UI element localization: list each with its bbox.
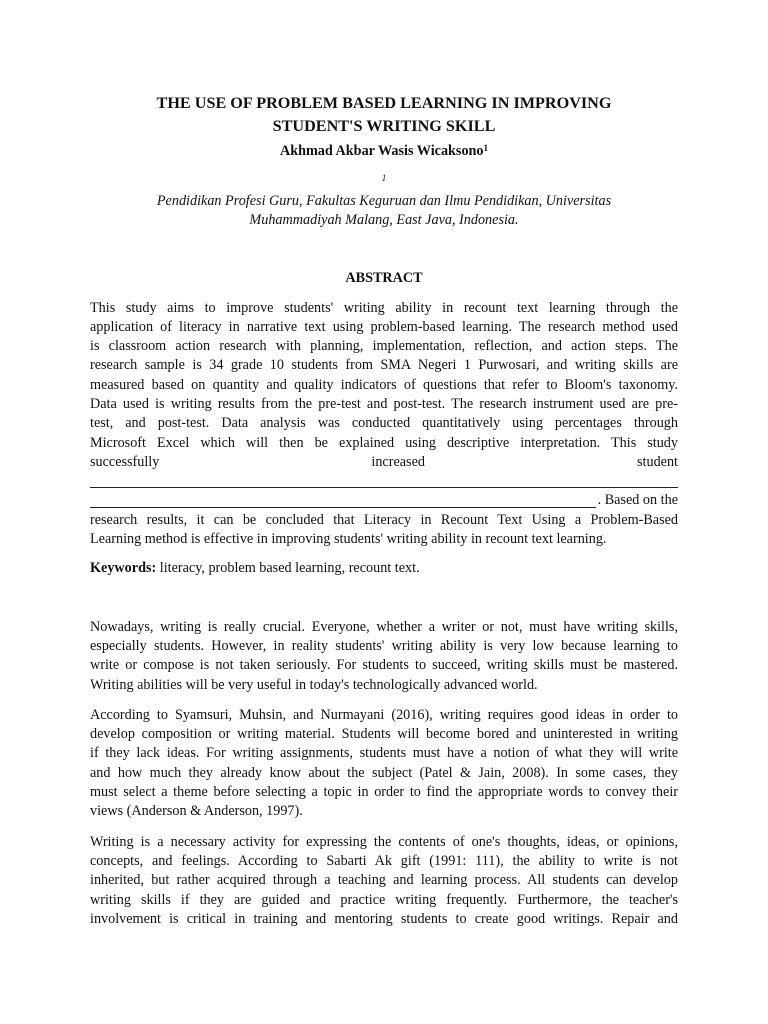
abstract-line: research results, it can be concluded that Literacy in Recount Text Using a Problem-Based bbox=[90, 511, 678, 528]
paragraph-line: involvement is critical in training and mentoring students to create good writings. Repair and bbox=[90, 910, 678, 927]
body-paragraph-3 bbox=[90, 833, 678, 929]
abstract-line: This study aims to improve students' writing ability in recount text learning through the bbox=[90, 299, 678, 316]
paragraph-line: writing skills if they are guided and practice writing frequently. Furthermore, the teacher's bbox=[90, 891, 678, 908]
abstract-line: successfully increased student bbox=[90, 453, 678, 470]
paragraph-line: must select a theme before selecting a topic in order to find the appropriate words to convey their bbox=[90, 784, 678, 801]
title-line-2: STUDENT'S WRITING SKILL bbox=[272, 117, 496, 135]
fill-in-blank-row bbox=[90, 491, 678, 510]
paragraph-line: According to Syamsuri, Muhsin, and Nurmayani (2016), writing requires good ideas in order to bbox=[90, 706, 678, 723]
abstract-line: research sample is 34 grade 10 students from SMA Negeri 1 Purwosari, and writing skills are bbox=[90, 357, 678, 374]
affiliation-text-1: Pendidikan Profesi Guru, Fakultas Keguruan dan Ilmu Pendidikan, Universitas bbox=[156, 192, 612, 209]
paragraph-line: concepts, and feelings. According to Sabarti Ak gift (1991: 111), the ability to write is not bbox=[90, 852, 678, 869]
fill-in-blank-rule bbox=[90, 472, 678, 491]
paragraph-line: and how much they already know about the subject (Patel & Jain, 2008). In some cases, they bbox=[90, 764, 678, 781]
abstract-line: Learning method is effective in improving students' writing ability in recount text learning. bbox=[90, 531, 607, 548]
body-paragraph-1 bbox=[90, 618, 678, 695]
keywords-text: literacy, problem based learning, recount text. bbox=[156, 560, 420, 577]
author-superscript: 1 bbox=[483, 143, 489, 153]
paper-title bbox=[90, 92, 678, 138]
author-name: Akhmad Akbar Wasis Wicaksono bbox=[279, 143, 484, 159]
paragraph-line: inherited, but rather acquired through a teaching and learning process. All students can develop bbox=[90, 872, 678, 889]
abstract-line: is classroom action research with planning, implementation, reflection, and action steps. The bbox=[90, 338, 678, 355]
abstract-line: application of literacy in narrative text using problem-based learning. The research method used bbox=[90, 318, 678, 335]
abstract-line: Microsoft Excel which will then be explained using descriptive interpretation. This study bbox=[90, 434, 678, 451]
title-line-1: THE USE OF PROBLEM BASED LEARNING IN IMPROVING bbox=[156, 94, 612, 112]
abstract-line: test, and post-test. Data analysis was conducted quantitatively using percentages through bbox=[90, 415, 678, 432]
affiliation-superscript: 1 bbox=[381, 173, 387, 183]
paragraph-line: Writing is a necessary activity for expressing the contents of one's thoughts, ideas, or opinions, bbox=[90, 833, 678, 850]
blank-tail-text: . Based on the bbox=[597, 492, 678, 509]
affiliation-line-1 bbox=[90, 172, 678, 211]
abstract-heading: ABSTRACT bbox=[345, 269, 423, 286]
paragraph-line: if they lack ideas. For writing assignments, students must have a notion of what they will write bbox=[90, 745, 678, 762]
abstract-line: Data used is writing results from the pre-test and post-test. The research instrument used are pre- bbox=[90, 395, 678, 412]
paragraph-line: develop composition or writing material. Students will become bored and uninterested in writing bbox=[90, 726, 678, 743]
paragraph-line: views (Anderson & Anderson, 1997). bbox=[90, 803, 303, 820]
affiliation-line-2: Muhammadiyah Malang, East Java, Indonesia. bbox=[249, 212, 519, 228]
body-paragraph-2 bbox=[90, 706, 678, 822]
keywords-label: Keywords: bbox=[90, 560, 157, 577]
fill-in-blank-rule-short bbox=[90, 507, 596, 508]
abstract-line: measured based on quantity and quality indicators of questions that refer to Bloom's taxonomy. bbox=[90, 376, 678, 393]
paragraph-line: write or compose is not taken seriously. For students to succeed, writing skills must be mastered. bbox=[90, 657, 678, 674]
paragraph-line: Writing abilities will be very useful in today's technologically advanced world. bbox=[90, 676, 538, 693]
keywords bbox=[90, 559, 678, 578]
paper-page bbox=[90, 92, 678, 929]
author-line bbox=[90, 142, 678, 161]
affiliation bbox=[90, 172, 678, 231]
abstract-body bbox=[90, 299, 678, 550]
paragraph-line: especially students. However, in reality students' writing ability is very low because learning to bbox=[90, 637, 678, 654]
paragraph-line: Nowadays, writing is really crucial. Everyone, whether a writer or not, must have writing skills, bbox=[90, 618, 678, 635]
